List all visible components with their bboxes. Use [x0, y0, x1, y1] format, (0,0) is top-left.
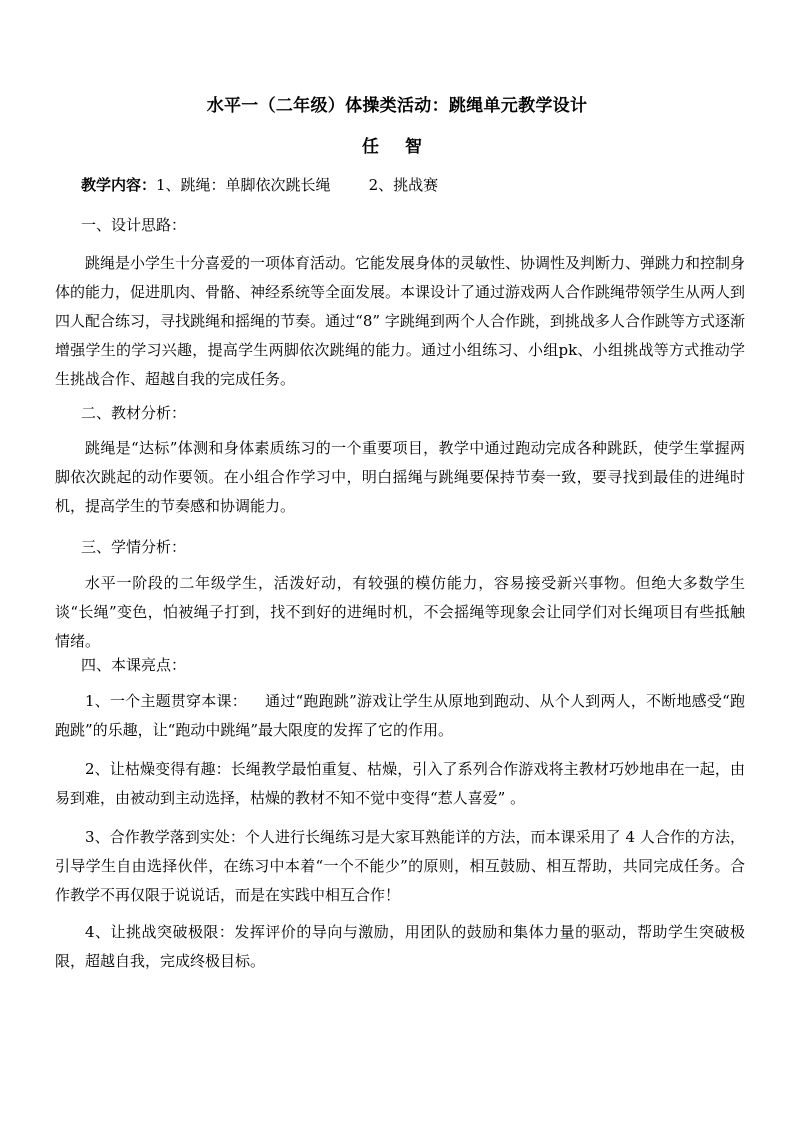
section-paragraph-material: 跳绳是“达标”体测和身体素质练习的一个重要项目，教学中通过跑动完成各种跳跃，使学生掌握两脚依次跳起的动作要领。在小组合作学习中，明白摇绳与跳绳要保持节奏一致，要寻找到最佳的进绳时机，提高学生的节奏感和协调能力。 [55, 439, 745, 515]
section-heading-design: 一、设计思路： [81, 216, 187, 234]
teaching-content-line [81, 174, 438, 195]
author-name: 任 智 [362, 137, 432, 157]
section-heading-students: 三、学情分析： [81, 538, 187, 556]
section-paragraph-design: 跳绳是小学生十分喜爱的一项体育活动。它能发展身体的灵敏性、协调性及判断力、弹跳力和控制身体的能力，促进肌肉、骨骼、神经系统等全面发展。本课设计了通过游戏两人合作跳绳带领学生从两人到四人配合练习，寻找跳绳和摇绳的节奏。通过“8” 字跳绳到两个人合作跳，到挑战多人合作跳等方式逐渐增强学生的学习兴趣，提高学生两脚依次跳绳的能力。通过小组练习、小组pk、小组挑战等方式推动学生挑战合作、超越自我的完成任务。 [55, 254, 746, 388]
highlight-paragraph-4: 4、让挑战突破极限：发挥评价的导向与激励，用团队的鼓励和集体力量的驱动，帮助学生突破极限，超越自我，完成终极目标。 [55, 923, 745, 970]
document-title: 水平一（二年级）体操类活动：跳绳单元教学设计 [206, 96, 588, 116]
highlight-1-body: 通过“跑跑跳”游戏让学生从原地到跑动、从个人到两人，不断地感受“跑跑跳”的乐趣，让“跑动中跳绳”最大限度的发挥了它的作用。 [55, 692, 745, 739]
highlight-paragraph-1 [55, 687, 745, 745]
teaching-content-item-2: 2、挑战赛 [368, 176, 439, 194]
highlight-paragraph-3: 3、合作教学落到实处：个人进行长绳练习是大家耳熟能详的方法，而本课采用了 4 人合作的方法，引导学生自由选择伙伴，在练习中本着“一个不能少”的原则，相互鼓励、相互帮助，共同完成任务。合作教学不再仅限于说说话，而是在实践中相互合作！ [55, 828, 745, 904]
section-paragraph-students: 水平一阶段的二年级学生，活泼好动，有较强的模仿能力，容易接受新兴事物。但绝大多数学生谈“长绳”变色，怕被绳子打到，找不到好的进绳时机，不会摇绳等现象会让同学们对长绳项目有些抵触情绪。 [55, 574, 745, 650]
section-heading-highlights: 四、本课亮点： [81, 656, 187, 674]
section-heading-material: 二、教材分析： [81, 404, 187, 422]
teaching-content-item-1: 1、跳绳：单脚依次跳长绳 [156, 176, 331, 194]
teaching-content-label: 教学内容： [81, 176, 157, 194]
highlight-paragraph-2: 2、让枯燥变得有趣：长绳教学最怕重复、枯燥，引入了系列合作游戏将主教材巧妙地串在一起，由易到难，由被动到主动选择，枯燥的教材不知不觉中变得“惹人喜爱” 。 [55, 760, 745, 807]
highlight-1-lead: 1、一个主题贯穿本课： [85, 692, 247, 710]
